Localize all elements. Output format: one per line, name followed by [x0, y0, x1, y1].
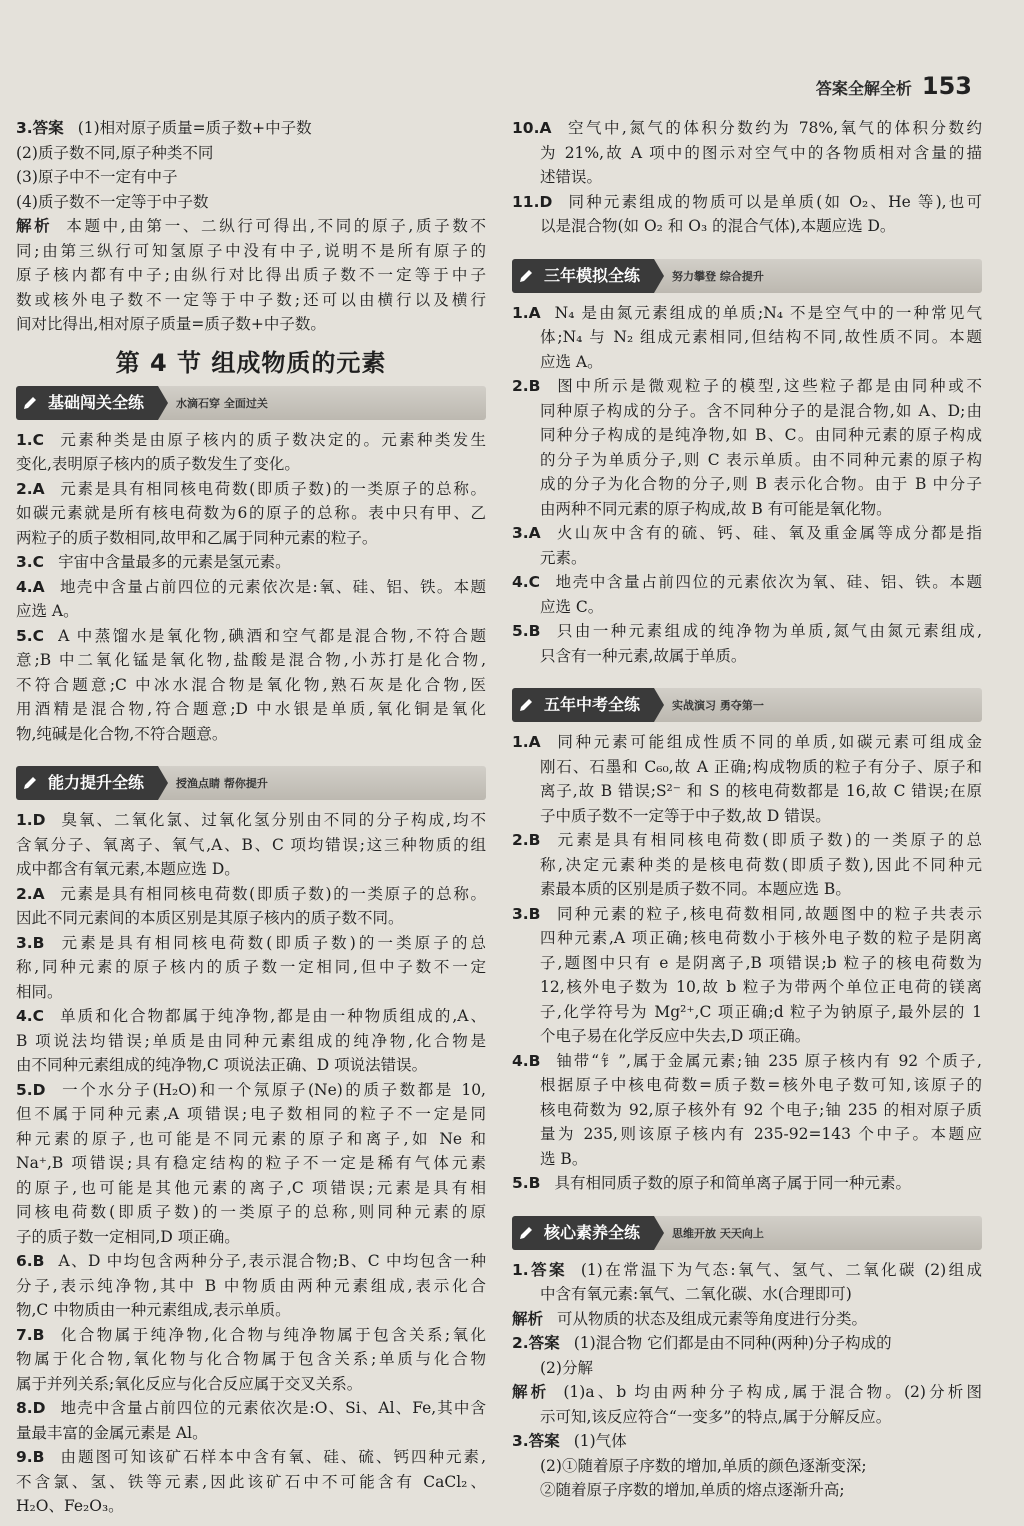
banner-core [512, 1216, 982, 1250]
text-line [512, 1429, 982, 1454]
line-text: 同核电荷数(即质子数)的一类原子的总称,则同种元素的原 [16, 1203, 486, 1221]
text-line [512, 214, 982, 239]
text-line [512, 1171, 982, 1196]
banner-title: 能力提升全练 [44, 766, 158, 800]
line-text: A 中蒸馏水是氧化物,碘酒和空气都是混合物,不符合题 [58, 626, 486, 645]
text-line [512, 1356, 982, 1381]
line-text: 种元素的原子,也可能是不同元素的原子和离子,如 Ne 和 [16, 1129, 486, 1148]
banner-basic [16, 386, 486, 420]
header-title: 答案全解全析 [815, 79, 912, 98]
answer-label: 1.C [16, 430, 45, 449]
line-text: 四种元素,A 项正确;核电荷数小于核外电子数的粒子是阴离 [540, 929, 982, 947]
line-text: 同种分子构成的是纯净物,如 B、C。由同种元素的原子构成 [540, 426, 982, 444]
pencil-icon [512, 1216, 540, 1250]
text-line [512, 1098, 982, 1123]
line-text: 应选 C。 [540, 597, 604, 616]
line-text: 元素是具有相同核电荷数(即质子数)的一类原子的总 [554, 831, 982, 849]
answer-label: 4.A [16, 577, 45, 596]
line-text: Na⁺,B 项错误;具有稳定结构的粒子不一定是稀有气体元素 [16, 1154, 486, 1172]
text-line [512, 1331, 982, 1356]
answer-label: 解析 [16, 217, 53, 235]
line-text: 含氧分子、氧离子、氧气,A、B、C 项均错误;这三种物质的组 [16, 835, 486, 854]
line-text: 个电子易在化学反应中失去,D 项正确。 [540, 1027, 811, 1045]
text-line [16, 575, 486, 600]
text-line [16, 931, 486, 956]
text-line [16, 906, 486, 931]
line-text: 体;N₄ 与 N₂ 组成元素相同,但结构不同,故性质不同。本题 [540, 328, 982, 346]
block-basic [16, 428, 486, 747]
text-line [512, 1454, 982, 1479]
line-text: 由题图可知该矿石样本中含有氧、硅、硫、钙四种元素, [58, 1448, 486, 1466]
answer-label: 3.B [512, 904, 541, 923]
line-text: 的原子,也可能是其他元素的离子,C 项错误;元素是具有相 [16, 1178, 486, 1197]
line-text: 元素种类是由原子核内的质子数决定的。元素种类发生 [58, 430, 486, 449]
text-line [512, 595, 982, 620]
text-line [16, 141, 486, 166]
line-text: 为 21%,故 A 项中的图示对空气中的各物质相对含量的描 [540, 143, 982, 162]
line-text: 具有相同质子数的原子和简单离子属于同一种元素。 [554, 1174, 912, 1192]
text-line [16, 857, 486, 882]
pencil-icon [16, 766, 44, 800]
line-text: 元素是具有相同核电荷数(即质子数)的一类原子的总称。 [58, 479, 486, 498]
page-header [816, 72, 972, 100]
text-line [16, 550, 486, 575]
line-text: 同种元素可能组成性质不同的单质,如碳元素可组成金 [554, 733, 982, 751]
answer-label: 5.B [512, 1174, 541, 1192]
banner-title: 五年中考全练 [540, 688, 654, 722]
answer-label: 解析 [512, 1309, 544, 1328]
banner-subtitle: 授渔点睛 帮你提升 [176, 777, 268, 790]
answer-label: 解析 [512, 1383, 550, 1401]
answer-label: 1.D [16, 811, 46, 829]
line-text: 同种原子构成的分子。含不同种分子的是混合物,如 A、D;由 [540, 401, 982, 420]
line-text: 素最本质的区别是质子数不同。本题应选 B。 [540, 880, 851, 898]
answer-label: 10.A [512, 119, 552, 137]
text-line [512, 804, 982, 829]
text-line [16, 116, 486, 141]
line-text: (1)相对原子质量=质子数+中子数 [77, 119, 312, 137]
text-line [16, 312, 486, 337]
text-line [512, 472, 982, 497]
answer-label: 6.B [16, 1252, 45, 1270]
line-text: 物,C 中物质由一种元素组成,表示单质。 [16, 1301, 291, 1319]
text-line [512, 165, 982, 190]
line-text: 只由一种元素组成的纯净物为单质,氮气由氮元素组成, [554, 622, 982, 640]
line-text: 同种元素组成的物质可以是单质(如 O₂、He 等),也可 [566, 192, 982, 211]
line-text: H₂O、Fe₂O₃。 [16, 1497, 124, 1515]
text-line [16, 1249, 486, 1274]
text-line [16, 1396, 486, 1421]
answer-label: 1.答案 [512, 1260, 567, 1279]
line-text: 由两种不同元素的原子构成,故 B 有可能是氧化物。 [540, 499, 892, 518]
text-line [16, 1127, 486, 1152]
text-line [16, 526, 486, 551]
text-line [512, 546, 982, 571]
text-line [16, 882, 486, 907]
answer-label: 7.B [16, 1325, 45, 1344]
line-text: 图中所示是微观粒子的模型,这些粒子都是由同种或不 [554, 377, 982, 395]
answer-label: 5.D [16, 1080, 46, 1099]
answer-label: 3.A [512, 524, 541, 542]
pencil-icon [16, 386, 44, 420]
text-line [512, 1073, 982, 1098]
line-text: 由不同种元素组成的纯净物,C 项说法正确、D 项说法错误。 [16, 1056, 428, 1074]
line-text: 分子,表示纯净物,其中 B 中物质由两种元素组成,表示化合 [16, 1276, 486, 1295]
answer-label: 1.A [512, 303, 541, 322]
text-line [16, 165, 486, 190]
text-line [16, 1494, 486, 1519]
text-line [16, 955, 486, 980]
banner-title: 三年模拟全练 [540, 259, 654, 293]
text-line [512, 350, 982, 375]
line-text: 意;B 中二氧化锰是氧化物,盐酸是混合物,小苏打是化合物, [16, 651, 486, 669]
banner-subtitle: 水滴石穿 全面过关 [176, 396, 268, 410]
line-text: B 项说法均错误;单质是由同种元素组成的纯净物,化合物是 [16, 1031, 486, 1050]
text-line [512, 730, 982, 755]
text-line [512, 399, 982, 424]
text-line [16, 239, 486, 264]
banner-five-year [512, 688, 982, 722]
text-line [16, 1004, 486, 1029]
text-line [512, 521, 982, 546]
line-text: 成中都含有氧元素,本题应选 D。 [16, 860, 240, 878]
line-text: 元素。 [540, 548, 587, 567]
line-text: ②随着原子序数的增加,单质的熔点逐渐升高; [540, 1481, 845, 1499]
text-line [512, 1000, 982, 1025]
text-line [512, 1282, 982, 1307]
line-text: 离子,故 B 错误;S²⁻ 和 S 的核电荷数都是 16,故 C 错误;在原 [540, 782, 982, 800]
line-text: 示可知,该反应符合“一变多”的特点,属于分解反应。 [540, 1407, 892, 1426]
block-right-top [512, 116, 982, 239]
answer-label: 3.C [16, 553, 45, 571]
text-line [16, 1151, 486, 1176]
text-line [16, 1053, 486, 1078]
text-line [512, 975, 982, 1000]
line-text: A、D 中均包含两种分子,表示混合物;B、C 中均包含一种 [58, 1252, 486, 1270]
line-text: 选 B。 [540, 1149, 588, 1168]
answer-label: 11.D [512, 192, 553, 211]
answer-label: 4.C [512, 573, 541, 591]
text-line [512, 301, 982, 326]
text-line [16, 477, 486, 502]
text-line [512, 1380, 982, 1405]
text-line [512, 644, 982, 669]
line-text: 一个水分子(H₂O)和一个氖原子(Ne)的质子数都是 10, [59, 1080, 486, 1099]
text-line [16, 263, 486, 288]
text-line [16, 673, 486, 698]
line-text: 臭氧、二氧化氯、过氧化氢分别由不同的分子构成,均不 [59, 811, 486, 829]
line-text: 中含有氧元素:氧气、二氧化碳、水(合理即可) [540, 1285, 852, 1303]
text-line [512, 902, 982, 927]
line-text: 12,核外电子数为 10,故 b 粒子为带两个单位正电荷的镁离 [540, 978, 982, 996]
text-line [16, 1298, 486, 1323]
line-text: 成的分子为化合物的分子,则 B 表示化合物。由于 B 中分子 [540, 475, 982, 493]
answer-label: 2.A [16, 479, 45, 498]
text-line [16, 1372, 486, 1397]
text-line [512, 877, 982, 902]
text-line [512, 779, 982, 804]
text-line [16, 1078, 486, 1103]
banner-title: 基础闯关全练 [44, 386, 158, 420]
line-text: 变化,表明原子核内的质子数发生了变化。 [16, 455, 300, 473]
text-line [16, 501, 486, 526]
line-text: 因此不同元素间的本质区别是其原子核内的质子数不同。 [16, 909, 404, 927]
text-line [512, 1307, 982, 1332]
answer-label: 4.C [16, 1007, 45, 1025]
block-five-year [512, 730, 982, 1196]
text-line [512, 1049, 982, 1074]
line-text: (1)气体 [573, 1432, 627, 1450]
block-three-year [512, 301, 982, 669]
text-line [16, 452, 486, 477]
text-line [512, 1147, 982, 1172]
line-text: 子,题图中只有 e 是阴离子,B 项错误;b 粒子的核电荷数为 [540, 953, 982, 972]
line-text: 子的质子数一定相同,D 项正确。 [16, 1227, 240, 1246]
line-text: (3)原子中不一定有中子 [16, 168, 178, 186]
line-text: 地壳中含量占前四位的元素依次是:O、Si、Al、Fe,其中含 [59, 1399, 486, 1417]
text-line [512, 619, 982, 644]
text-line [512, 325, 982, 350]
line-text: 述错误。 [540, 168, 603, 186]
text-line [16, 648, 486, 673]
line-text: 物属于化合物,氧化物与化合物属于包含关系;单质与化合物 [16, 1350, 486, 1368]
text-line [16, 1225, 486, 1250]
text-line [16, 833, 486, 858]
line-text: 化合物属于纯净物,化合物与纯净物属于包含关系;氧化 [58, 1325, 486, 1344]
line-text: (2)①随着原子序数的增加,单质的颜色逐渐变深; [540, 1456, 867, 1475]
line-text: 元素是具有相同核电荷数(即质子数)的一类原子的总称。 [58, 884, 486, 903]
line-text: (1)在常温下为气态:氧气、氢气、二氧化碳 (2)组成 [580, 1260, 982, 1279]
text-line [16, 1445, 486, 1470]
text-line [16, 1200, 486, 1225]
line-text: 称,决定元素种类的是核电荷数(即质子数),因此不同种元 [540, 855, 982, 874]
line-text: 量最丰富的金属元素是 Al。 [16, 1423, 208, 1442]
answer-label: 2.B [512, 377, 541, 395]
banner-subtitle: 努力攀登 综合提升 [672, 269, 764, 283]
right-column [512, 116, 982, 1503]
text-line [512, 755, 982, 780]
line-text: 量为 235,则该原子核内有 235-92=143 个中子。本题应 [540, 1125, 982, 1143]
text-line [512, 448, 982, 473]
answer-label: 2.答案 [512, 1334, 560, 1352]
line-text: 单质和化合物都属于纯净物,都是由一种物质组成的,A、 [58, 1007, 486, 1025]
line-text: 元素是具有相同核电荷数(即质子数)的一类原子的总 [58, 933, 486, 952]
text-line [512, 1405, 982, 1430]
answer-label: 3.答案 [512, 1432, 560, 1450]
line-text: 两粒子的质子数相同,故甲和乙属于同种元素的粒子。 [16, 528, 378, 547]
line-text: 原子核内都有中子;由纵行对比得出质子数不一定等于中子 [16, 266, 486, 284]
line-text: 不含氯、氢、铁等元素,因此该矿石中不可能含有 CaCl₂、 [16, 1472, 486, 1491]
banner-ability [16, 766, 486, 800]
line-text: N₄ 是由氮元素组成的单质;N₄ 不是空气中的一种常见气 [554, 303, 982, 322]
text-line [16, 1347, 486, 1372]
text-line [16, 190, 486, 215]
text-line [512, 1024, 982, 1049]
text-line [512, 828, 982, 853]
answer-label: 8.D [16, 1399, 46, 1417]
line-text: 火山灰中含有的硫、钙、硅、氧及重金属等成分都是指 [554, 524, 982, 542]
line-text: 称,同种元素的原子核内的质子数一定相同,但中子数不一定 [16, 958, 486, 976]
text-line [512, 853, 982, 878]
line-text: 应选 A。 [16, 602, 79, 620]
text-line [512, 497, 982, 522]
text-line [512, 141, 982, 166]
line-text: 刚石、石墨和 C₆₀,故 A 正确;构成物质的粒子有分子、原子和 [540, 757, 982, 776]
banner-subtitle: 实战演习 勇夺第一 [672, 699, 764, 712]
text-line [512, 423, 982, 448]
answer-label: 1.A [512, 733, 541, 751]
line-text: (1)混合物 它们都是由不同种(两种)分子构成的 [573, 1334, 892, 1352]
text-line [16, 428, 486, 453]
line-text: 如碳元素就是所有核电荷数为6的原子的总称。表中只有甲、乙 [16, 504, 486, 522]
answer-label: 4.B [512, 1051, 541, 1070]
line-text: 空气中,氮气的体积分数约为 78%,氧气的体积分数约 [565, 119, 982, 137]
text-line [512, 951, 982, 976]
line-text: 同种元素的粒子,核电荷数相同,故题图中的粒子共表示 [554, 904, 982, 923]
text-line [16, 599, 486, 624]
text-line [16, 808, 486, 833]
left-column [16, 116, 486, 1519]
banner-three-year [512, 259, 982, 293]
text-line [16, 214, 486, 239]
line-text: 根据原子中核电荷数=质子数=核外电子数可知,该原子的 [540, 1076, 982, 1094]
line-text: 物,纯碱是化合物,不符合题意。 [16, 724, 228, 743]
text-line [16, 288, 486, 313]
line-text: 数或核外电子数不一定等于中子数;还可以由横行以及横行 [16, 290, 486, 309]
text-line [16, 1102, 486, 1127]
banner-subtitle: 思维开放 天天向上 [672, 1226, 764, 1240]
line-text: 但不属于同种元素,A 项错误;电子数相同的粒子不一定是同 [16, 1105, 486, 1123]
line-text: 本题中,由第一、二纵行可得出,不同的原子,质子数不 [66, 217, 486, 235]
line-text: 地壳中含量占前四位的元素依次为氧、硅、铝、铁。本题 [554, 573, 982, 591]
line-text: 地壳中含量占前四位的元素依次是:氧、硅、铝、铁。本题 [58, 577, 486, 596]
line-text: 应选 A。 [540, 352, 603, 371]
text-line [16, 624, 486, 649]
line-text: 属于并列关系;氧化反应与化合反应属于交叉关系。 [16, 1374, 363, 1393]
answer-label: 3.答案 [16, 119, 64, 137]
pencil-icon [512, 259, 540, 293]
line-text: 子,化学符号为 Mg²⁺,C 项正确;d 粒子为钠原子,最外层的 1 [540, 1002, 982, 1021]
text-line [16, 1029, 486, 1054]
line-text: 只含有一种元素,故属于单质。 [540, 646, 747, 665]
text-line [512, 570, 982, 595]
block-core [512, 1258, 982, 1503]
line-text: 铀带“钅”,属于金属元素;铀 235 原子核内有 92 个质子, [554, 1051, 982, 1070]
text-line [16, 697, 486, 722]
block-left-top [16, 116, 486, 337]
text-line [512, 190, 982, 215]
line-text: (1)a、b 均由两种分子构成,属于混合物。(2)分析图 [563, 1383, 982, 1401]
text-line [16, 722, 486, 747]
page-number: 153 [921, 72, 972, 100]
answer-label: 9.B [16, 1448, 45, 1466]
line-text: 可从物质的状态及组成元素等角度进行分类。 [557, 1309, 868, 1328]
line-text: 同;由第三纵行可知氢原子中没有中子,说明不是所有原子的 [16, 241, 486, 260]
answer-label: 3.B [16, 933, 45, 952]
line-text: (4)质子数不一定等于中子数 [16, 192, 209, 211]
line-text: 以是混合物(如 O₂ 和 O₃ 的混合气体),本题应选 D。 [540, 217, 896, 235]
text-line [16, 980, 486, 1005]
text-line [16, 1274, 486, 1299]
line-text: (2)分解 [540, 1358, 593, 1377]
text-line [16, 1470, 486, 1495]
line-text: 宇宙中含量最多的元素是氢元素。 [58, 553, 291, 571]
answer-label: 5.C [16, 626, 45, 645]
section-title: 第 4 节 组成物质的元素 [115, 348, 387, 377]
text-line [512, 374, 982, 399]
text-line [16, 1176, 486, 1201]
line-text: 间对比得出,相对原子质量=质子数+中子数。 [16, 315, 326, 333]
text-line [512, 1478, 982, 1503]
block-ability [16, 808, 486, 1519]
text-line [512, 926, 982, 951]
text-line [16, 1421, 486, 1446]
line-text: 的分子为单质分子,则 C 表示单质。由不同种元素的原子构 [540, 450, 982, 469]
answer-label: 2.B [512, 831, 541, 849]
text-line [512, 1258, 982, 1283]
line-text: 不符合题意;C 中冰水混合物是氧化物,熟石灰是化合物,医 [16, 675, 486, 694]
line-text: 子中质子数不一定等于中子数,故 D 错误。 [540, 806, 831, 825]
line-text: (2)质子数不同,原子种类不同 [16, 143, 214, 162]
line-text: 用酒精是混合物,符合题意;D 中水银是单质,氧化铜是氧化 [16, 700, 486, 718]
line-text: 核电荷数为 92,原子核外有 92 个电子;铀 235 的相对原子质 [540, 1100, 982, 1119]
pencil-icon [512, 688, 540, 722]
text-line [16, 1323, 486, 1348]
answer-label: 5.B [512, 622, 541, 640]
line-text: 相同。 [16, 982, 63, 1001]
text-line [512, 116, 982, 141]
answer-label: 2.A [16, 884, 45, 903]
banner-title: 核心素养全练 [540, 1216, 654, 1250]
text-line [512, 1122, 982, 1147]
